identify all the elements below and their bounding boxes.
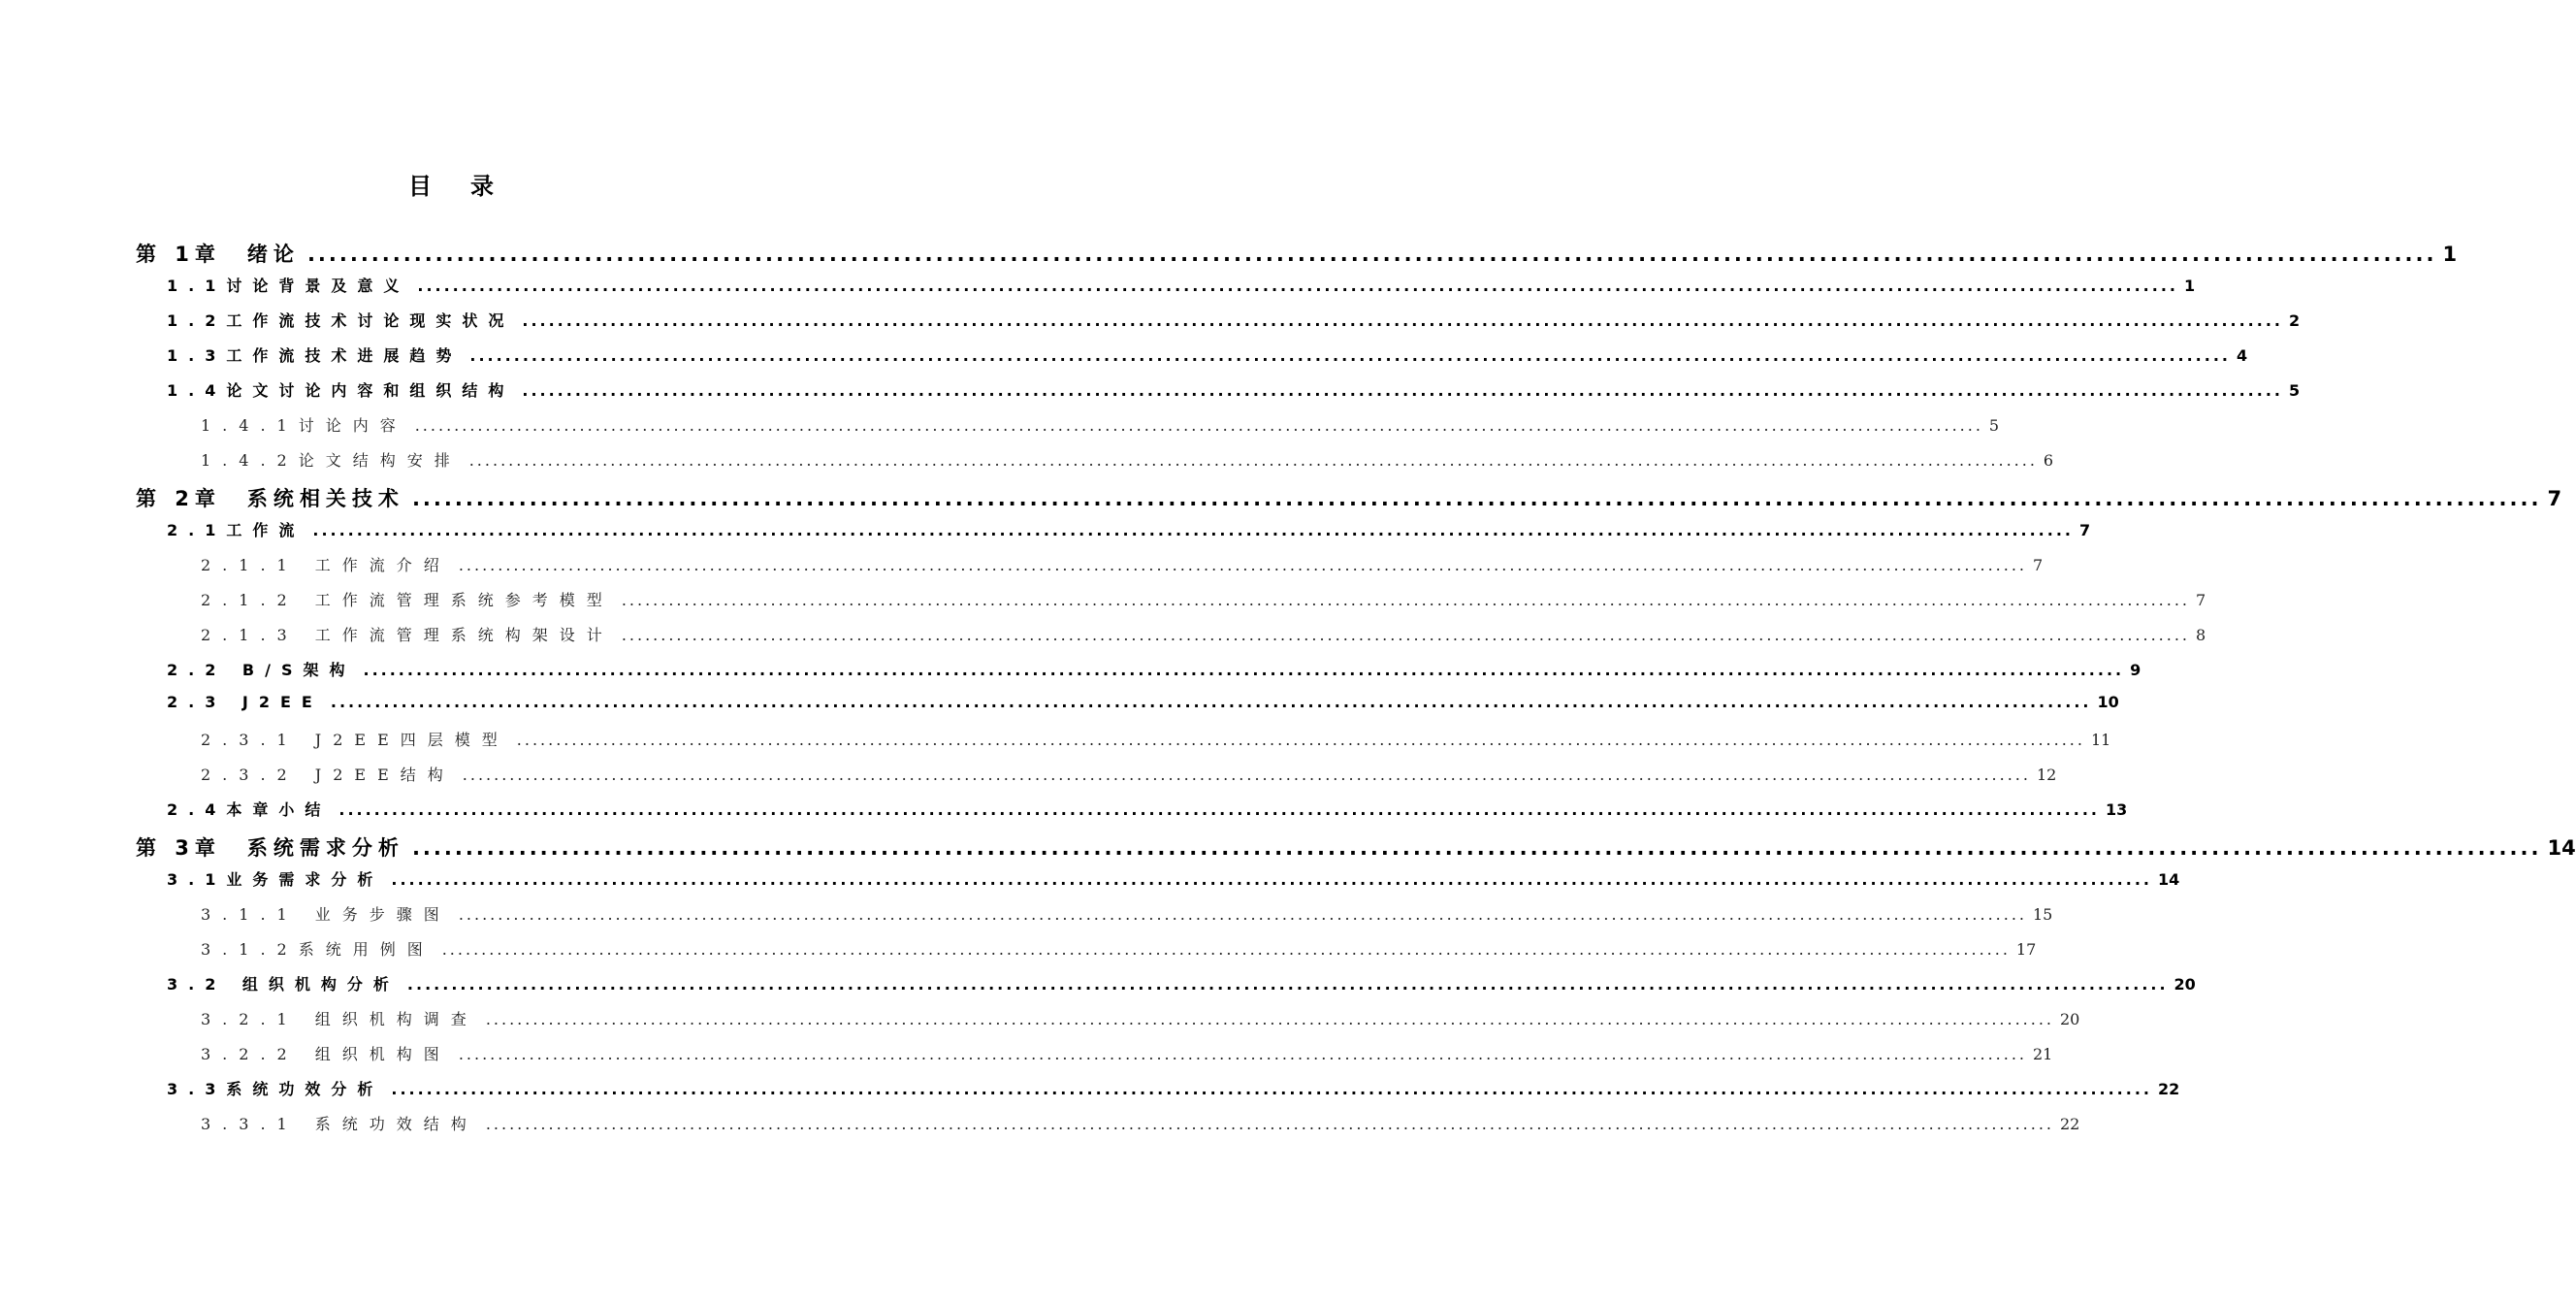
toc-entry-page-number: 5 <box>1988 416 2000 435</box>
toc-entry-level-2[interactable] <box>167 309 2301 343</box>
dot-leader: ........................................................................................................................................................................................................ <box>338 800 2100 819</box>
toc-entry-label: 3.2.1 组织机构调查 <box>201 1010 478 1028</box>
toc-entry-page-number: 7 <box>2547 487 2562 510</box>
toc-entry-level-2[interactable] <box>167 867 2180 902</box>
toc-title: 目录 <box>408 173 532 200</box>
toc-entry-level-2[interactable] <box>167 972 2196 1007</box>
dot-leader: ........................................................................................................................................................................................................ <box>522 311 2283 330</box>
toc-entry-page-number: 9 <box>2130 661 2141 679</box>
toc-entry-page-number: 12 <box>2036 766 2057 784</box>
toc-entry-level-2[interactable] <box>167 658 2141 693</box>
toc-entry-level-3[interactable] <box>201 1042 2053 1077</box>
toc-entry-level-2[interactable] <box>167 798 2128 832</box>
toc-entry-page-number: 1 <box>2442 243 2458 266</box>
toc-entry-page-number: 20 <box>2060 1010 2080 1028</box>
toc-entry-label: 1.4.1讨论内容 <box>201 416 407 435</box>
dot-leader: ........................................................................................................................................................................................................ <box>391 1080 2152 1098</box>
toc-entry-level-3[interactable] <box>201 902 2053 937</box>
toc-entry-page-number: 15 <box>2033 905 2053 924</box>
toc-entry-level-3[interactable] <box>201 448 2054 483</box>
toc-entry-label: 2.3.2 J2EE结构 <box>201 766 455 784</box>
toc-entry-page-number: 2 <box>2288 311 2301 330</box>
toc-entry-level-2[interactable] <box>167 343 2248 378</box>
toc-entry-label: 第 1章 绪论 <box>136 243 300 266</box>
toc-entry-page-number: 22 <box>2157 1080 2180 1098</box>
dot-leader: ........................................................................................................................................................................................................ <box>469 346 2231 365</box>
toc-entry-label: 1.3工作流技术进展趋势 <box>167 346 463 365</box>
toc-entry-page-number: 6 <box>2043 451 2054 470</box>
dot-leader: ........................................................................................................................................................................................................ <box>485 1010 2054 1028</box>
toc-entry-level-2[interactable] <box>167 274 2196 309</box>
toc-entry-label: 2.3 J2EE <box>167 693 323 711</box>
dot-leader: ........................................................................................................................................................................................................ <box>306 243 2437 266</box>
toc-entry-label: 1.4.2论文结构安排 <box>201 451 462 470</box>
toc-entry-page-number: 22 <box>2060 1115 2080 1133</box>
toc-entry-level-3[interactable] <box>201 1007 2080 1042</box>
toc-entry-level-3[interactable] <box>201 763 2057 798</box>
toc-entry-level-1[interactable] <box>136 239 2458 274</box>
toc-entry-page-number: 20 <box>2174 975 2196 994</box>
dot-leader: ........................................................................................................................................................................................................ <box>391 870 2152 889</box>
dot-leader: ........................................................................................................................................................................................................ <box>458 556 2027 574</box>
toc-entry-label: 3.2.2 组织机构图 <box>201 1045 451 1063</box>
toc-entry-level-2[interactable] <box>167 518 2091 553</box>
toc-entry-label: 1.4论文讨论内容和组织结构 <box>167 381 515 400</box>
dot-leader: ........................................................................................................................................................................................................ <box>312 521 2074 539</box>
toc-entry-level-3[interactable] <box>201 1112 2080 1147</box>
toc-entry-label: 2.3.1 J2EE四层模型 <box>201 731 509 749</box>
toc-entry-label: 第 3章 系统需求分析 <box>136 836 404 860</box>
toc-entry-level-3[interactable] <box>201 623 2206 658</box>
toc-entry-label: 2.2 B/S架构 <box>167 661 356 679</box>
dot-leader: ........................................................................................................................................................................................................ <box>411 487 2542 510</box>
toc-entry-level-2[interactable] <box>167 1077 2180 1112</box>
toc-entry-level-3[interactable] <box>201 937 2037 972</box>
dot-leader: ........................................................................................................................................................................................................ <box>485 1115 2054 1133</box>
dot-leader: ........................................................................................................................................................................................................ <box>330 693 2092 711</box>
toc-entry-page-number: 10 <box>2097 693 2119 711</box>
dot-leader: ........................................................................................................................................................................................................ <box>417 277 2178 295</box>
toc-entry-label: 1.1讨论背景及意义 <box>167 277 410 295</box>
toc-entry-level-1[interactable] <box>136 483 2562 518</box>
dot-leader: ........................................................................................................................................................................................................ <box>441 940 2011 959</box>
toc-entry-level-3[interactable] <box>201 588 2206 623</box>
dot-leader: ........................................................................................................................................................................................................ <box>468 451 2038 470</box>
toc-entry-label: 3.1.1 业务步骤图 <box>201 905 451 924</box>
toc-entry-level-3[interactable] <box>201 413 2000 448</box>
toc-entry-label: 2.4本章小结 <box>167 800 332 819</box>
toc-entry-level-1[interactable] <box>136 832 2576 867</box>
toc-entry-page-number: 1 <box>2183 277 2196 295</box>
dot-leader: ........................................................................................................................................................................................................ <box>363 661 2125 679</box>
toc-entry-level-2[interactable] <box>167 693 2119 728</box>
dot-leader: ........................................................................................................................................................................................................ <box>411 836 2542 860</box>
dot-leader: ........................................................................................................................................................................................................ <box>621 626 2190 644</box>
toc-entry-label: 第 2章 系统相关技术 <box>136 487 404 510</box>
toc-entry-page-number: 17 <box>2015 940 2037 959</box>
toc-entry-label: 2.1.1 工作流介绍 <box>201 556 451 574</box>
toc-entry-label: 1.2工作流技术讨论现实状况 <box>167 311 515 330</box>
toc-entry-page-number: 14 <box>2157 870 2180 889</box>
toc-entry-page-number: 4 <box>2236 346 2248 365</box>
toc-entry-label: 2.1工作流 <box>167 521 306 539</box>
toc-entry-page-number: 8 <box>2196 626 2206 644</box>
toc-entry-page-number: 7 <box>2078 521 2091 539</box>
toc-entry-label: 2.1.2 工作流管理系统参考模型 <box>201 591 614 609</box>
toc-entry-label: 3.1业务需求分析 <box>167 870 384 889</box>
dot-leader: ........................................................................................................................................................................................................ <box>458 905 2027 924</box>
toc-entry-label: 3.1.2系统用例图 <box>201 940 435 959</box>
toc-entry-page-number: 13 <box>2105 800 2128 819</box>
toc-entry-page-number: 5 <box>2288 381 2301 400</box>
toc-entry-level-3[interactable] <box>201 553 2044 588</box>
dot-leader: ........................................................................................................................................................................................................ <box>414 416 1983 435</box>
toc-entry-page-number: 21 <box>2033 1045 2053 1063</box>
toc-entry-page-number: 14 <box>2547 836 2576 860</box>
dot-leader: ........................................................................................................................................................................................................ <box>621 591 2190 609</box>
toc-entry-page-number: 7 <box>2033 556 2044 574</box>
toc-entry-level-3[interactable] <box>201 728 2111 763</box>
toc-entry-label: 2.1.3 工作流管理系统构架设计 <box>201 626 614 644</box>
toc-entry-page-number: 11 <box>2090 731 2111 749</box>
dot-leader: ........................................................................................................................................................................................................ <box>458 1045 2027 1063</box>
toc-entry-label: 3.2 组织机构分析 <box>167 975 400 994</box>
toc-entry-level-2[interactable] <box>167 378 2301 413</box>
dot-leader: ........................................................................................................................................................................................................ <box>522 381 2283 400</box>
toc-entry-label: 3.3系统功效分析 <box>167 1080 384 1098</box>
dot-leader: ........................................................................................................................................................................................................ <box>406 975 2169 994</box>
dot-leader: ........................................................................................................................................................................................................ <box>516 731 2085 749</box>
dot-leader: ........................................................................................................................................................................................................ <box>462 766 2031 784</box>
toc-entry-label: 3.3.1 系统功效结构 <box>201 1115 478 1133</box>
toc-entry-page-number: 7 <box>2196 591 2206 609</box>
